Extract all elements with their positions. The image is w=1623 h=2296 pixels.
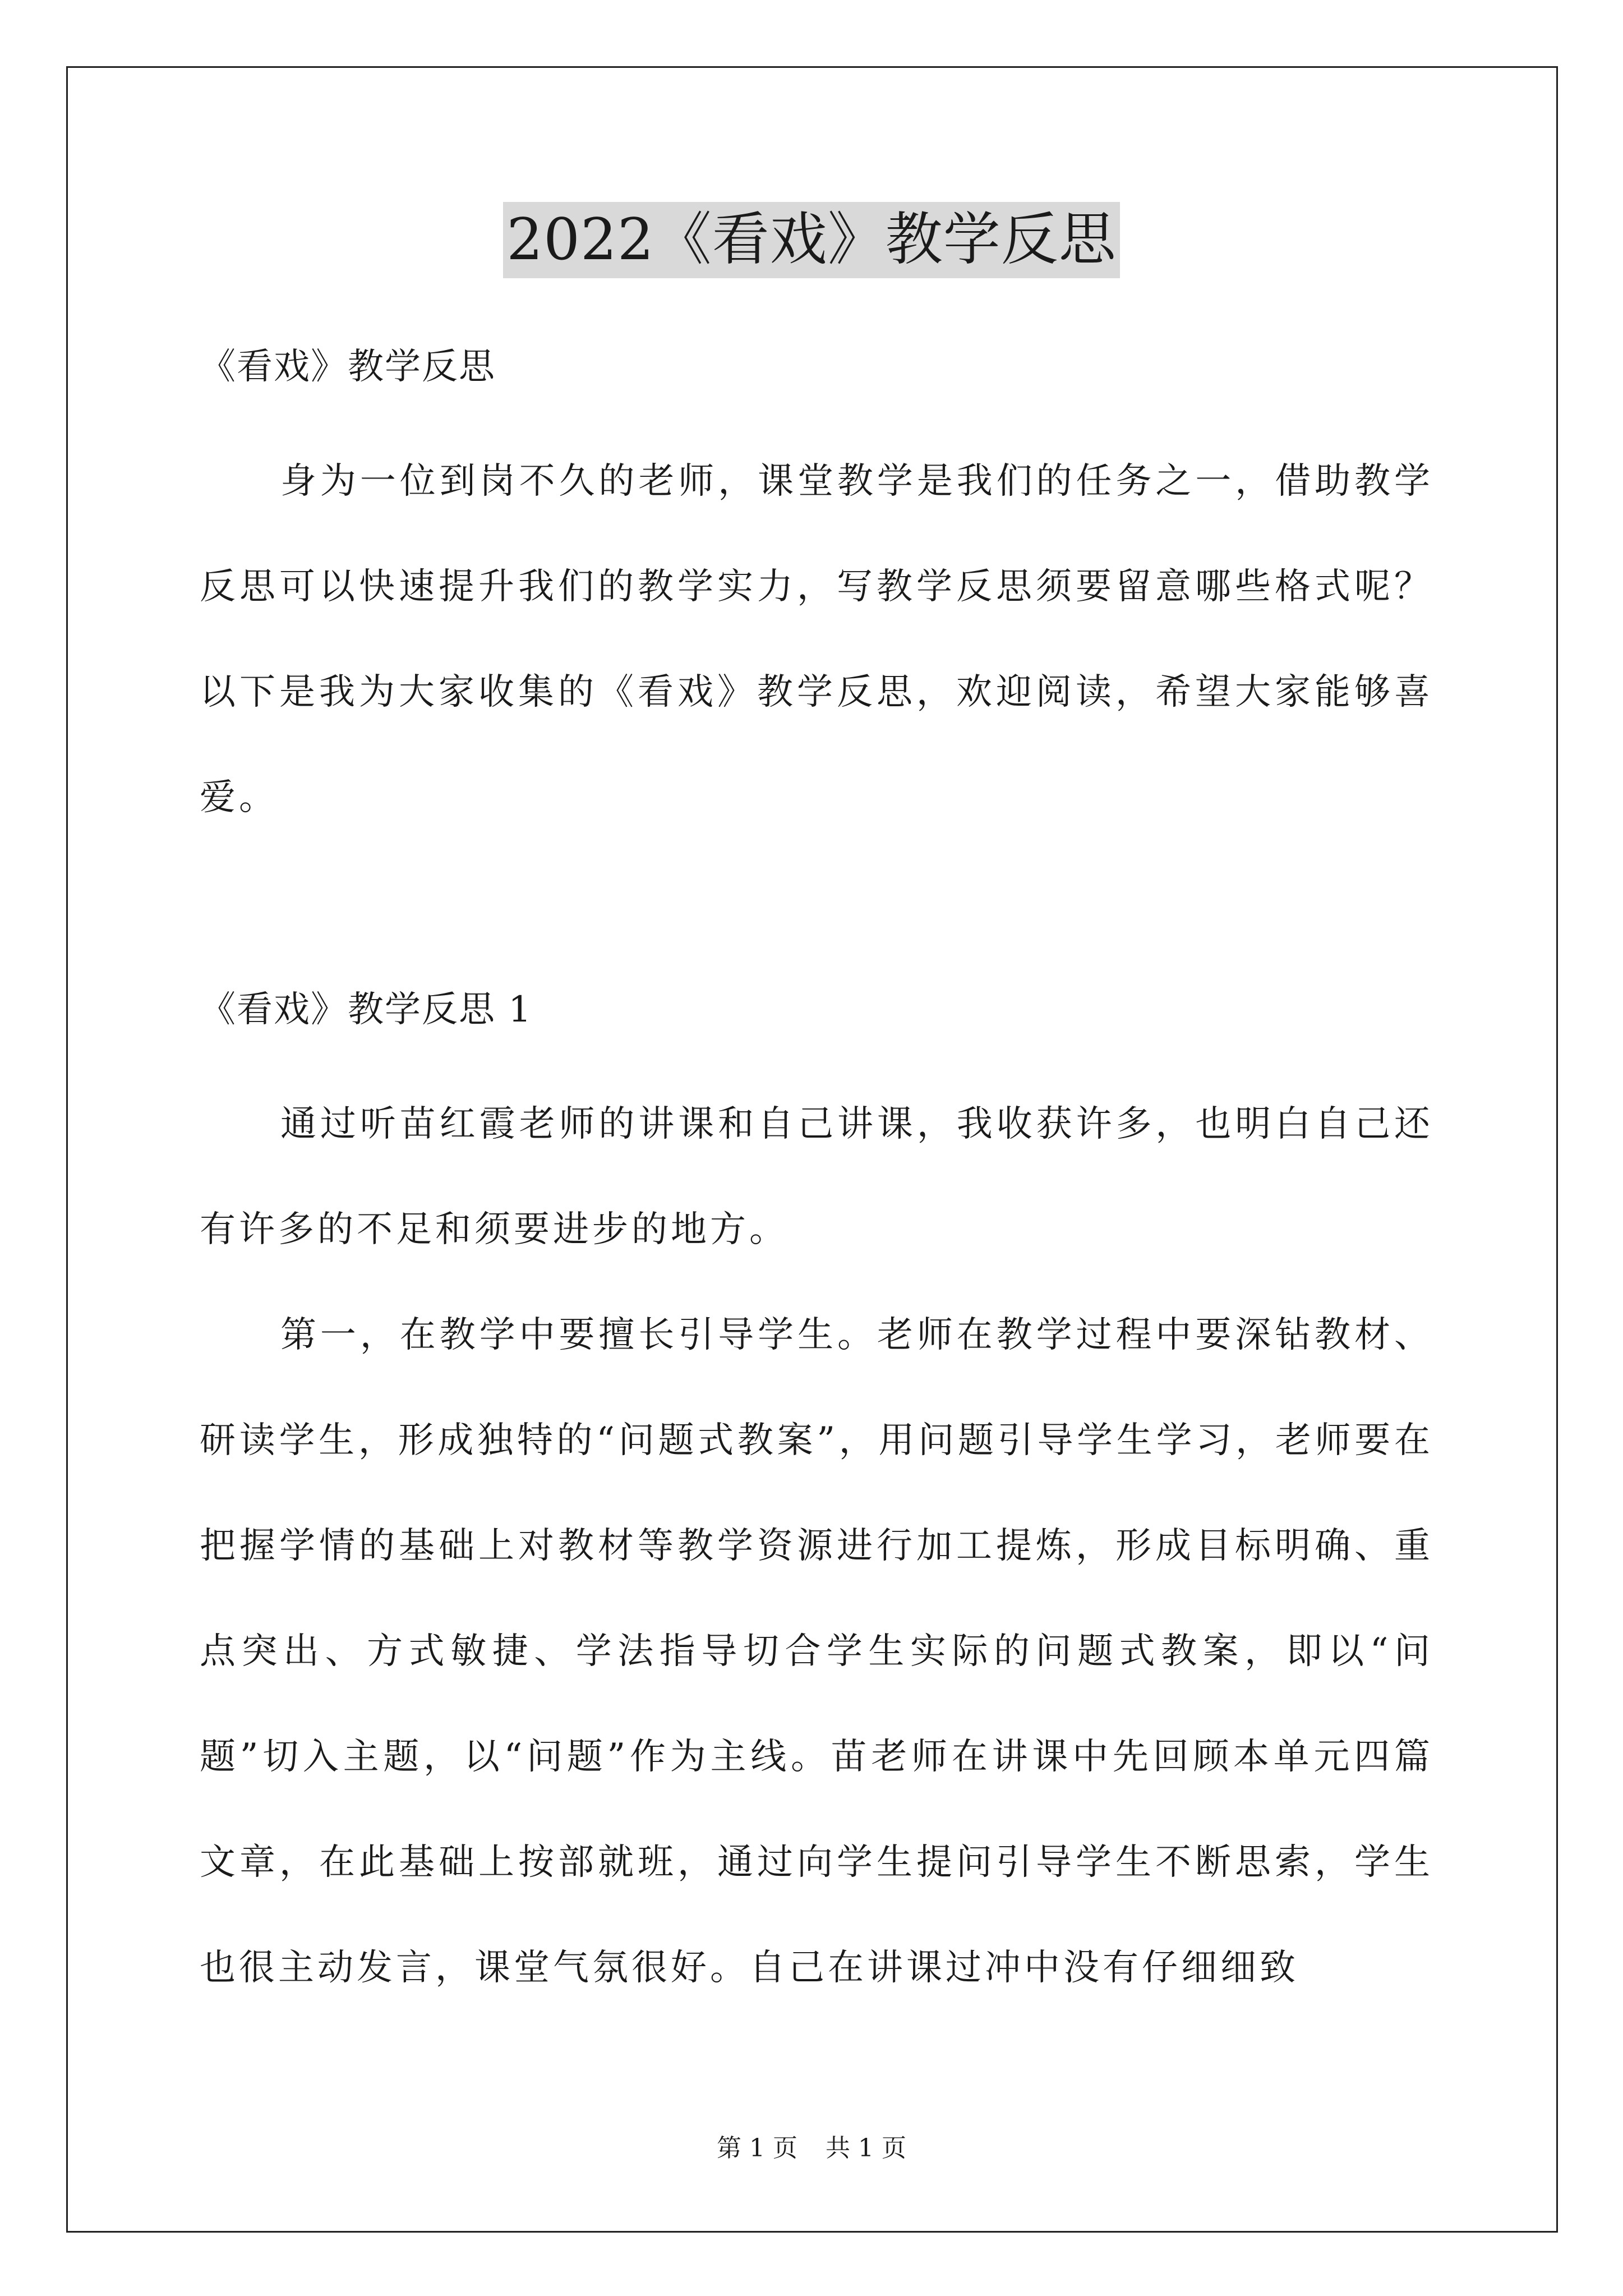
page-number: 第 1 页 bbox=[717, 2134, 797, 2162]
subtitle: 《看戏》教学反思 bbox=[200, 346, 496, 388]
title-container bbox=[0, 202, 1623, 278]
body-paragraph-1: 通过听苗红霞老师的讲课和自己讲课，我收获许多，也明白自己还有许多的不足和须要进步的地方。 bbox=[200, 1103, 1433, 1250]
page-total: 共 1 页 bbox=[826, 2134, 906, 2162]
document-title: 2022《看戏》教学反思 bbox=[503, 202, 1120, 278]
intro-paragraph: 身为一位到岗不久的老师，课堂教学是我们的任务之一，借助教学反思可以快速提升我们的教学实力，写教学反思须要留意哪些格式呢？以下是我为大家收集的《看戏》教学反思，欢迎阅读，希望大家能够喜爱。 bbox=[200, 461, 1433, 818]
body-paragraph-2: 第一，在教学中要擅长引导学生。老师在教学过程中要深钻教材、研读学生，形成独特的“问题式教案”，用问题引导学生学习，老师要在把握学情的基础上对教材等教学资源进行加工提炼，形成目标明确、重点突出、方式敏捷、学法指导切合学生实际的问题式教案，即以“问题”切入主题，以“问题”作为主线。苗老师在讲课中先回顾本单元四篇文章，在此基础上按部就班，通过向学生提问引导学生不断思索，学生也很主动发言，课堂气氛很好。自己在讲课过冲中没有仔细细致 bbox=[200, 1314, 1433, 1989]
page-footer bbox=[0, 2132, 1623, 2165]
document-body bbox=[200, 314, 1433, 2021]
section-heading: 《看戏》教学反思 1 bbox=[200, 989, 533, 1030]
